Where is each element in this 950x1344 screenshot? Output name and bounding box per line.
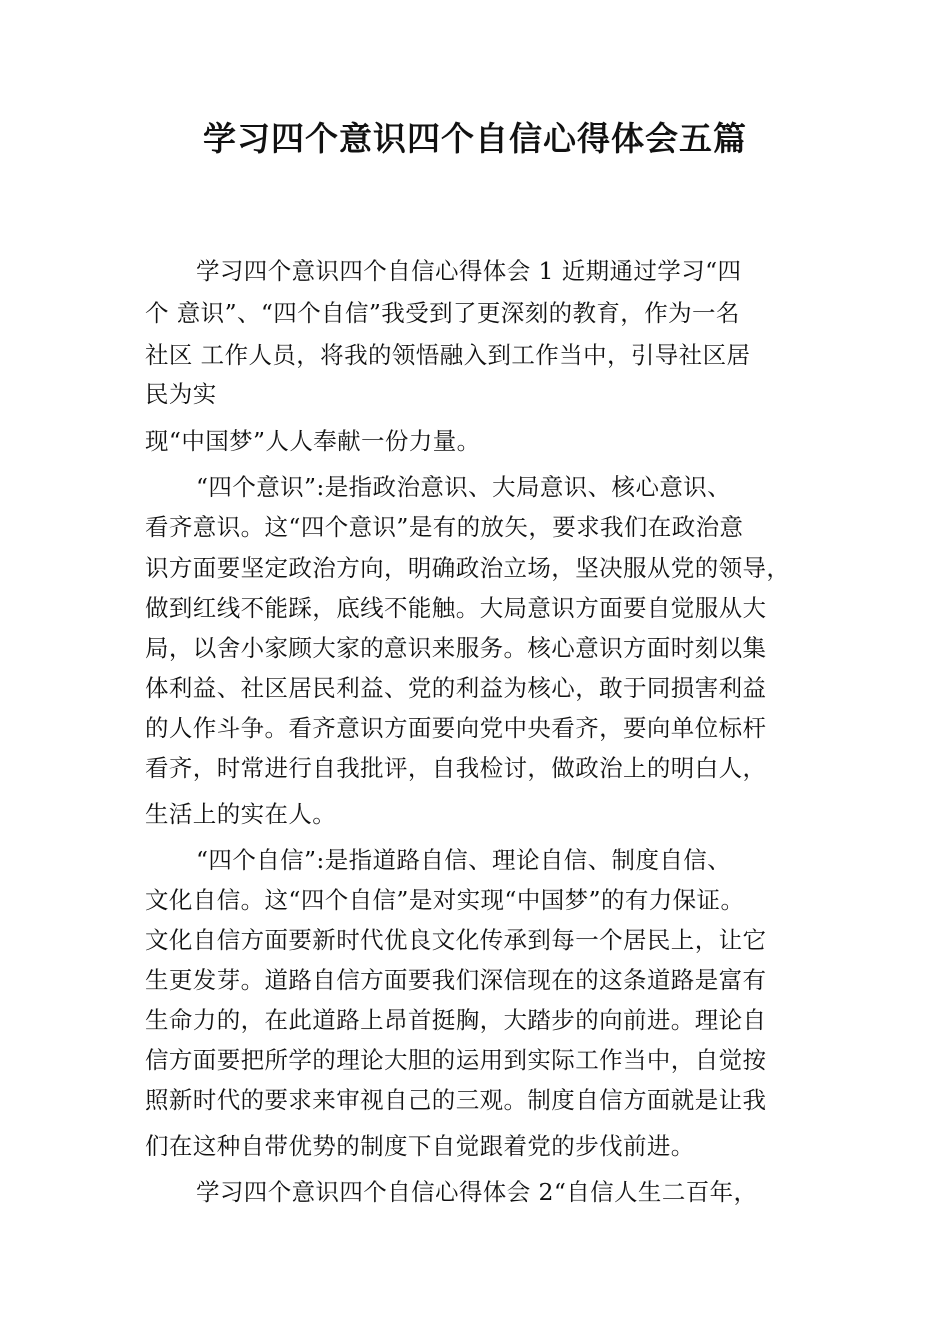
text-line: 学习四个意识四个自信心得体会 2“自信人生二百年，: [196, 1178, 758, 1206]
text-line: 生活上的实在人。: [145, 800, 337, 828]
text-line: 做到红线不能踩，底线不能触。大局意识方面要自觉服从大: [145, 594, 767, 622]
text-line: 社区 工作人员，将我的领悟融入到工作当中，引导社区居: [145, 341, 751, 369]
text-line: 看齐，时常进行自我批评，自我检讨，做政治上的明白人，: [145, 754, 767, 782]
text-line: 识方面要坚定政治方向，明确政治立场，坚决服从党的领导，: [145, 554, 791, 582]
text-line: 们在这种自带优势的制度下自觉跟着党的步伐前进。: [145, 1132, 695, 1160]
text-line: 个 意识”、“四个自信”我受到了更深刻的教育，作为一名: [145, 299, 740, 327]
text-line: 信方面要把所学的理论大胆的运用到实际工作当中，自觉按: [145, 1046, 767, 1074]
text-line: 看齐意识。这“四个意识”是有的放矢，要求我们在政治意: [145, 513, 744, 541]
text-line: 局，以舍小家顾大家的意识来服务。核心意识方面时刻以集: [145, 634, 767, 662]
document-title: 学习四个意识四个自信心得体会五篇: [203, 119, 747, 158]
text-line: 文化自信方面要新时代优良文化传承到每一个居民上，让它: [145, 926, 767, 954]
text-line: 文化自信。这“四个自信”是对实现“中国梦”的有力保证。: [145, 886, 745, 914]
text-line: 学习四个意识四个自信心得体会 1 近期通过学习“四: [196, 257, 742, 285]
text-line: “四个自信”:是指道路自信、理论自信、制度自信、: [196, 846, 732, 874]
text-line: 生更发芽。道路自信方面要我们深信现在的这条道路是富有: [145, 966, 767, 994]
text-line: 照新时代的要求来审视自己的三观。制度自信方面就是让我: [145, 1086, 767, 1114]
text-line: 体利益、社区居民利益、党的利益为核心，敢于同损害利益: [145, 674, 767, 702]
text-line: 的人作斗争。看齐意识方面要向党中央看齐，要向单位标杆: [145, 714, 767, 742]
text-line: “四个意识”:是指政治意识、大局意识、核心意识、: [196, 473, 732, 501]
text-line: 生命力的，在此道路上昂首挺胸，大踏步的向前进。理论自: [145, 1006, 767, 1034]
text-line: 民为实: [145, 380, 217, 408]
text-line: 现“中国梦”人人奉献一份力量。: [145, 427, 481, 455]
